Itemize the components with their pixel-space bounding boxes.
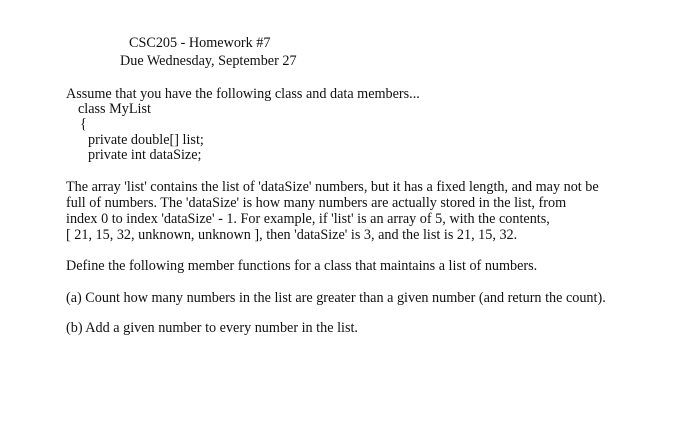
due-date: Due Wednesday, September 27 (120, 53, 297, 69)
description-line: index 0 to index 'dataSize' - 1. For example, if 'list' is an array of 5, with the contents, (66, 211, 550, 227)
code-line: class MyList (78, 101, 151, 117)
code-line: { (80, 116, 87, 132)
course-title: CSC205 - Homework #7 (129, 35, 271, 51)
code-line: private int dataSize; (88, 147, 202, 163)
task-item-a: (a) Count how many numbers in the list are greater than a given number (and return the count). (66, 290, 606, 306)
description-line: [ 21, 15, 32, unknown, unknown ], then 'dataSize' is 3, and the list is 21, 15, 32. (66, 227, 518, 243)
description-line: The array 'list' contains the list of 'dataSize' numbers, but it has a fixed length, and may not be (66, 179, 599, 195)
code-line: private double[] list; (88, 132, 204, 148)
task-item-b: (b) Add a given number to every number in the list. (66, 320, 358, 336)
intro-paragraph: Assume that you have the following class and data members... (66, 86, 420, 102)
description-line: full of numbers. The 'dataSize' is how many numbers are actually stored in the list, from (66, 195, 567, 211)
define-instruction: Define the following member functions for a class that maintains a list of numbers. (66, 258, 538, 274)
